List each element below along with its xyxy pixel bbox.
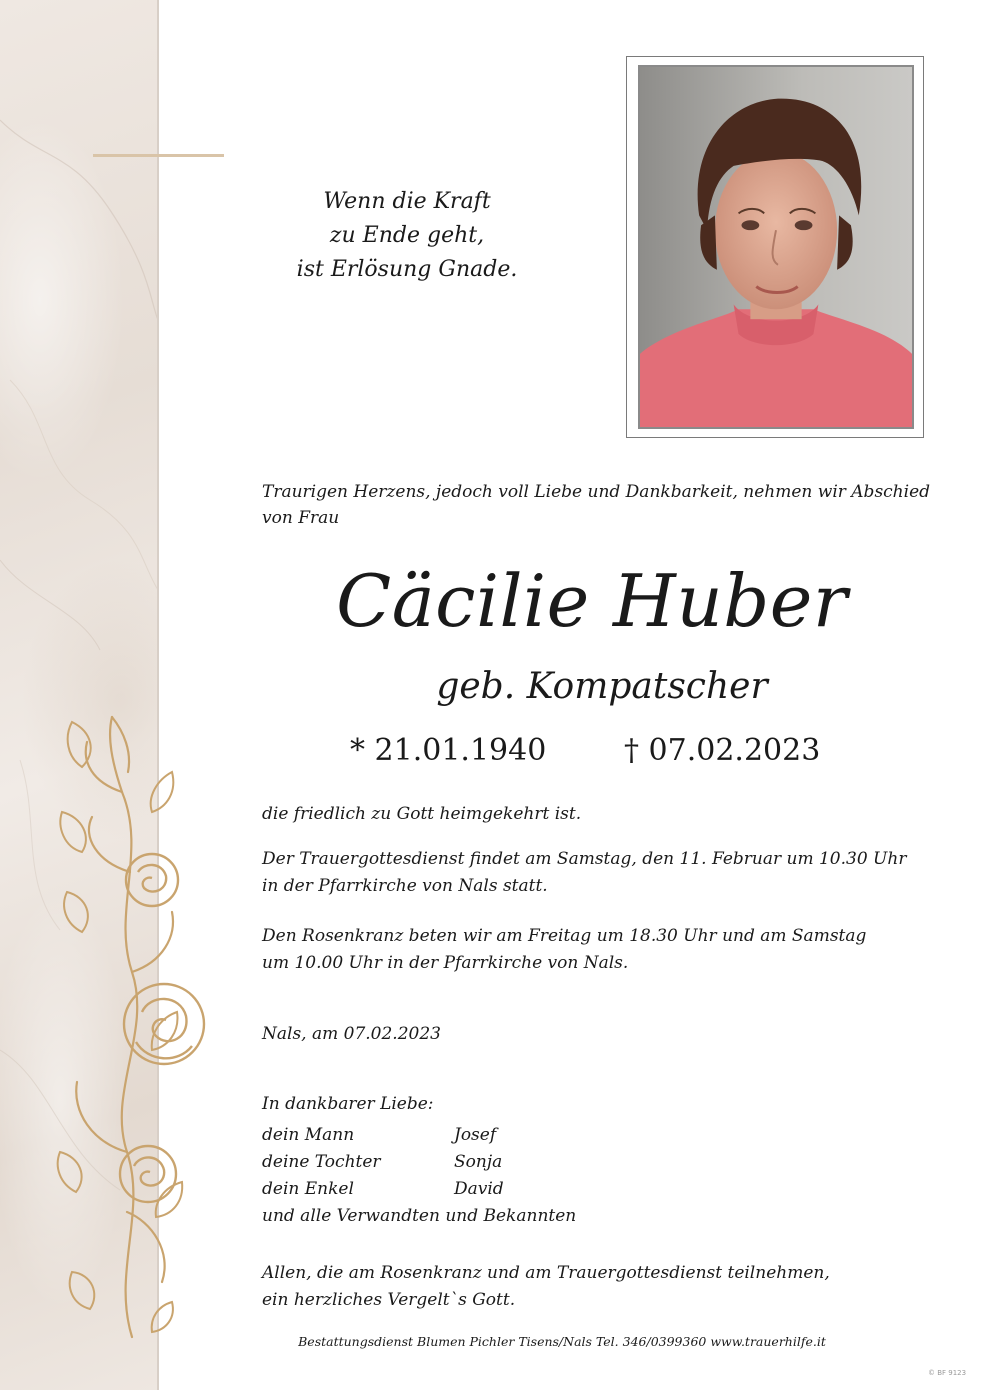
relative-role: dein Mann xyxy=(262,1125,355,1145)
print-code: © BF 9123 xyxy=(928,1369,967,1377)
relative-row xyxy=(262,1176,862,1203)
deceased-name: Cäcilie Huber xyxy=(336,559,848,643)
relatives-list xyxy=(262,1122,862,1230)
text-line: in der Pfarrkirche von Nals statt. xyxy=(262,876,548,896)
portrait-frame xyxy=(626,56,924,438)
text-line: Nals, am 07.02.2023 xyxy=(262,1024,441,1044)
quote-line: ist Erlösung Gnade. xyxy=(296,257,518,282)
relative-role: dein Enkel xyxy=(262,1179,354,1199)
text-line: Den Rosenkranz beten wir am Freitag um 18.30 Uhr und am Samstag xyxy=(262,926,867,946)
relatives-all: und alle Verwandten und Bekannten xyxy=(262,1206,577,1226)
quote-line: zu Ende geht, xyxy=(329,223,485,248)
rosary-info xyxy=(262,923,952,977)
cross-bar-ornament xyxy=(93,154,224,157)
text-line: Allen, die am Rosenkranz und am Trauergottesdienst teilnehmen, xyxy=(262,1263,830,1283)
maiden-name: geb. Kompatscher xyxy=(436,666,768,707)
portrait-photo xyxy=(638,65,914,429)
birth-date: * 21.01.1940 xyxy=(350,733,547,768)
life-dates xyxy=(262,727,942,775)
rose-vine-ornament xyxy=(52,712,212,1342)
intro-text: Traurigen Herzens, jedoch voll Liebe und Dankbarkeit, nehmen wir Abschied von Frau xyxy=(262,482,931,528)
thanks-text xyxy=(262,1260,952,1314)
relative-name: Sonja xyxy=(454,1152,503,1172)
relative-role: deine Tochter xyxy=(262,1152,381,1172)
text-line: um 10.00 Uhr in der Pfarrkirche von Nals. xyxy=(262,953,629,973)
place-date xyxy=(262,1021,952,1048)
peaceful-text xyxy=(262,801,952,828)
relative-row xyxy=(262,1149,862,1176)
relative-name: Josef xyxy=(454,1125,497,1145)
text-line: ein herzliches Vergelt`s Gott. xyxy=(262,1290,516,1310)
relative-row xyxy=(262,1122,862,1149)
death-date: † 07.02.2023 xyxy=(624,733,821,768)
text-line: die friedlich zu Gott heimgekehrt ist. xyxy=(262,804,582,824)
text-line: Der Trauergottesdienst findet am Samstag, den 11. Februar um 10.30 Uhr xyxy=(262,849,907,869)
signoff: In dankbarer Liebe: xyxy=(262,1094,434,1114)
service-info xyxy=(262,846,952,900)
funeral-service-footer: Bestattungsdienst Blumen Pichler Tisens/Nals Tel. 346/0399360 www.trauerhilfe.it xyxy=(298,1334,826,1349)
memorial-quote xyxy=(262,185,552,287)
quote-line: Wenn die Kraft xyxy=(323,189,491,214)
relative-name: David xyxy=(454,1179,504,1199)
